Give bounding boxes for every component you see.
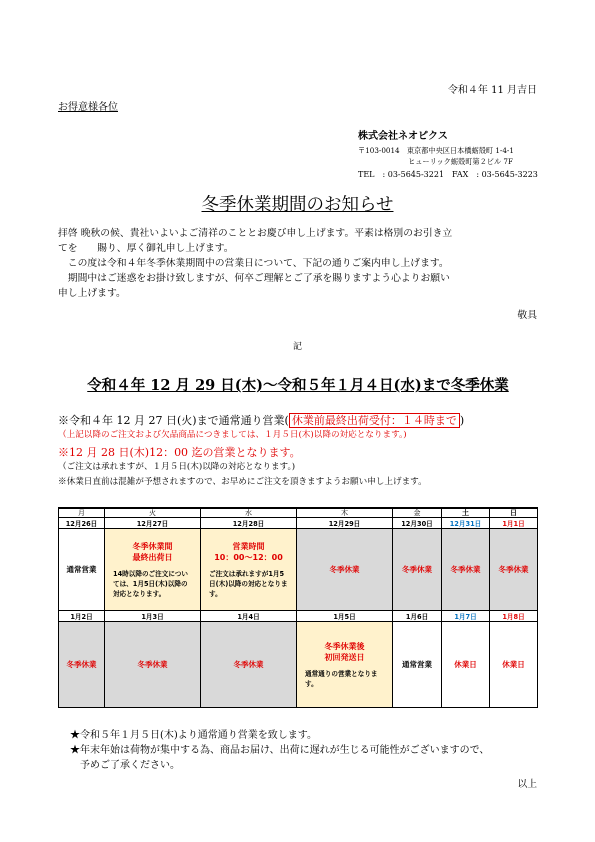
note-dec28 xyxy=(58,444,301,472)
note1-prefix: ※令和４年 12 月 27 日(火)まで通常通り営業( xyxy=(58,414,289,427)
greeting xyxy=(58,226,540,301)
status-cell-dec27 xyxy=(105,529,201,611)
dec27-title-2: 最終出荷日 xyxy=(132,552,173,562)
status-cell-dec28 xyxy=(201,529,297,611)
note-busy: ※休業日直前は混雑が予想されますので、お早めにご注文を頂きますようお願い申し上げます。 xyxy=(58,477,427,487)
body-line-3: 申し上げます。 xyxy=(58,288,126,299)
weekday-sat: 土 xyxy=(442,509,489,517)
date-cell: 12月30日 xyxy=(393,518,442,529)
greeting-line-1: 拝啓 晩秋の候、貴社いよいよご清祥のこととお慶び申し上げます。平素は格別のお引き立 xyxy=(58,228,453,239)
status-cell-dec26: 通常営業 xyxy=(59,529,105,611)
weekday-header-row xyxy=(59,508,538,518)
body-line-1: この度は令和４年冬季休業期間中の営業日について、下記の通りご案内申し上げます。 xyxy=(58,258,449,269)
weekday-wed: 水 xyxy=(201,509,296,517)
ki-marker: 記 xyxy=(292,342,302,352)
date-cell: 1月8日 xyxy=(490,611,538,622)
week1-status-row xyxy=(59,529,538,611)
closure-headline xyxy=(58,374,538,395)
weekday-thu: 木 xyxy=(297,509,392,517)
status-cell-jan2: 冬季休業 xyxy=(59,622,105,708)
keigu: 敬具 xyxy=(517,310,537,321)
footer-line-3: 予めご了承ください。 xyxy=(70,760,180,771)
week2-dates-row xyxy=(59,611,538,622)
weekday-tue: 火 xyxy=(105,509,200,517)
dec28-hours: 10：00～12：00 xyxy=(214,552,283,562)
company-block xyxy=(358,127,548,180)
note2-sub: （ご注文は承れますが、１月５日(木)以降の対応となります。) xyxy=(58,462,296,472)
greeting-line-2: てを 賜り、厚く御礼申し上げます。 xyxy=(58,243,234,254)
status-cell-dec30: 冬季休業 xyxy=(393,529,442,611)
company-address-2: ヒューリック蛎殻町第２ビル 7F xyxy=(408,157,513,166)
note-last-business-day xyxy=(58,412,464,440)
holiday-calendar xyxy=(58,507,538,708)
status-cell-jan8: 休業日 xyxy=(490,622,538,708)
date-cell: 12月31日 xyxy=(442,518,490,529)
date-cell: 12月28日 xyxy=(201,518,297,529)
note2-text: ※12 月 28 日(木)12：00 迄の営業となります。 xyxy=(58,446,301,459)
page-title xyxy=(0,191,595,216)
week2-status-row xyxy=(59,622,538,708)
weekday-sun: 日 xyxy=(490,509,537,517)
jan5-title-2: 初回発送日 xyxy=(324,652,365,662)
jan5-body: 通常通りの営業となります。 xyxy=(305,669,378,688)
jan5-title-1: 冬季休業後 xyxy=(324,641,365,651)
status-cell-jan4: 冬季休業 xyxy=(201,622,297,708)
addressee: お得意様各位 xyxy=(58,102,118,113)
body-line-2: 期間中はご迷惑をお掛け致しますが、何卒ご理解とご了承を賜りますよう心よりお願い xyxy=(58,273,450,284)
status-cell-dec29: 冬季休業 xyxy=(297,529,393,611)
note1-suffix: ) xyxy=(459,414,465,427)
status-cell-jan7: 休業日 xyxy=(442,622,490,708)
date-cell: 12月29日 xyxy=(297,518,393,529)
date-cell: 1月1日 xyxy=(490,518,538,529)
dec28-body: ご注文は承れますが1月5日(木)以降の対応となります。 xyxy=(209,569,288,598)
ijou: 以上 xyxy=(517,779,537,790)
footer-notes xyxy=(70,728,489,773)
closure-headline-text: 令和４年 12 月 29 日(木)～令和５年１月４日(水)まで冬季休業 xyxy=(87,377,509,394)
status-cell-jan5 xyxy=(297,622,393,708)
note1-cutoff: 休業前最終出荷受付：１４時まで xyxy=(289,413,460,428)
weekday-fri: 金 xyxy=(393,509,441,517)
company-name: 株式会社ネオピクス xyxy=(358,131,448,142)
company-address-1: 〒103-0014 東京都中央区日本橋蛎殻町 1-4-1 xyxy=(358,146,514,155)
date-cell: 1月2日 xyxy=(59,611,105,622)
date-cell: 12月27日 xyxy=(105,518,201,529)
dec27-body: 14時以降のご注文については、1月5日(木)以降の対応となります。 xyxy=(113,569,188,598)
page-title-text: 冬季休業期間のお知らせ xyxy=(201,195,394,215)
date-cell: 1月7日 xyxy=(442,611,490,622)
status-cell-dec31: 冬季休業 xyxy=(442,529,490,611)
company-tel-fax: TEL : 03-5645-3221 FAX : 03-5645-3223 xyxy=(358,170,538,179)
date-cell: 12月26日 xyxy=(59,518,105,529)
weekday-mon: 月 xyxy=(59,509,104,517)
status-cell-jan6: 通常営業 xyxy=(393,622,442,708)
dec28-title: 営業時間 xyxy=(232,541,265,551)
status-cell-jan3: 冬季休業 xyxy=(105,622,201,708)
footer-line-2: ★年末年始は荷物が集中する為、商品お届け、出荷に遅れが生じる可能性がございますので、 xyxy=(70,745,490,756)
date-cell: 1月4日 xyxy=(201,611,297,622)
letter-date: 令和４年 11 月吉日 xyxy=(447,85,537,96)
date-cell: 1月5日 xyxy=(297,611,393,622)
date-cell: 1月3日 xyxy=(105,611,201,622)
dec27-title-1: 冬季休業間 xyxy=(132,541,173,551)
footer-line-1: ★令和５年１月５日(木)より通常通り営業を致します。 xyxy=(70,730,318,741)
week1-dates-row xyxy=(59,518,538,529)
date-cell: 1月6日 xyxy=(393,611,442,622)
note1-sub: （上記以降のご注文および欠品商品につきましては、１月５日(木)以降の対応となります。) xyxy=(58,430,407,440)
status-cell-jan1: 冬季休業 xyxy=(490,529,538,611)
